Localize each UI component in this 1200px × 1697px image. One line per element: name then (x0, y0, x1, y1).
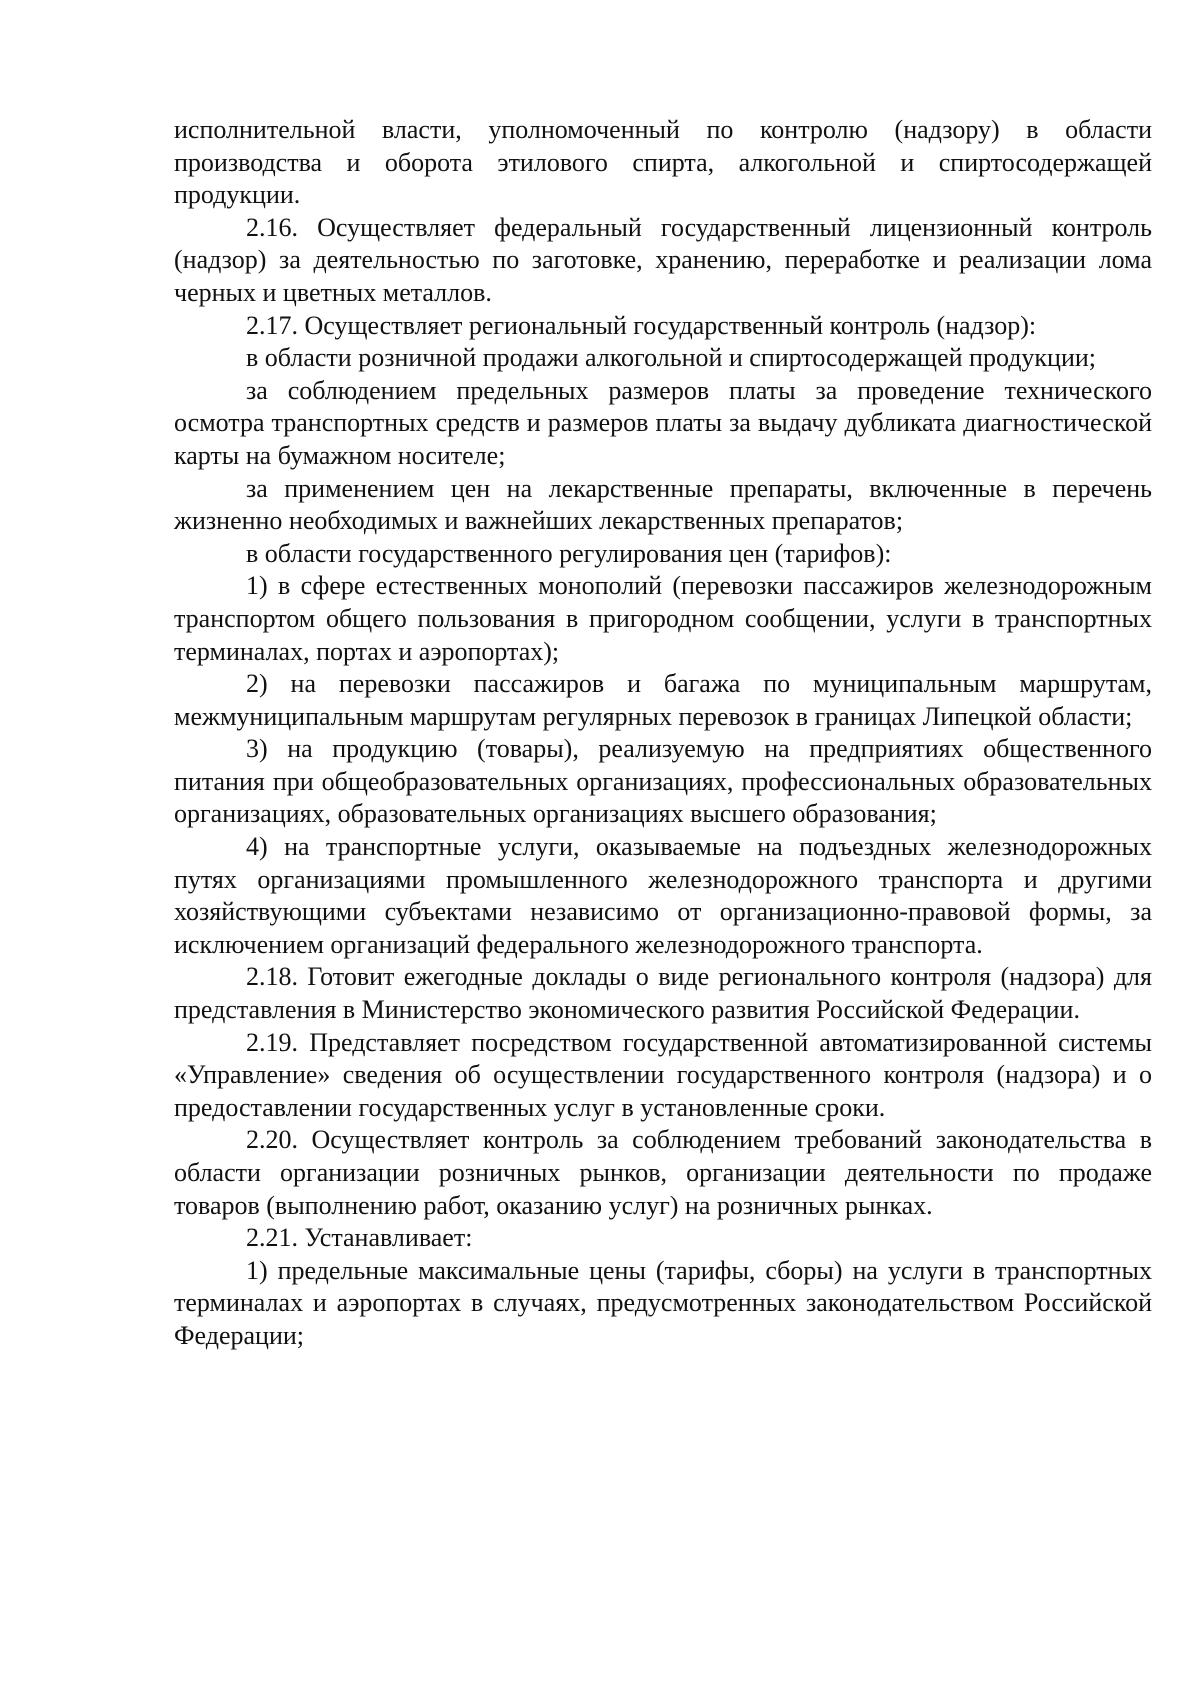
paragraph-item-3-catering: 3) на продукцию (товары), реализуемую на предприятиях общественного питания при общеобразовательных организациях, профессиональных образовательных организациях, образовательных организациях высшего образования; (174, 734, 1152, 829)
paragraph-2-16: 2.16. Осуществляет федеральный государственный лицензионный контроль (надзор) за деятельностью по заготовке, хранению, переработке и реализации лома черных и цветных металлов. (174, 212, 1152, 307)
paragraph-2-20: 2.20. Осуществляет контроль за соблюдением требований законодательства в области организации розничных рынков, организации деятельности по продаже товаров (выполнению работ, оказанию услуг) на розничных рынках. (174, 1125, 1152, 1220)
paragraph-tech-inspection-fees: за соблюдением предельных размеров платы за проведение технического осмотра транспортных средств и размеров платы за выдачу дубликата диагностической карты на бумажном носителе; (174, 375, 1152, 470)
paragraph-2-18: 2.18. Готовит ежегодные доклады о виде регионального контроля (надзора) для представления в Министерство экономического развития Российской Федерации. (174, 962, 1152, 1025)
paragraph-drug-prices: за применением цен на лекарственные препараты, включенные в перечень жизненно необходимых и важнейших лекарственных препаратов; (174, 473, 1152, 536)
paragraph-alcohol-retail: в области розничной продажи алкогольной и спиртосодержащей продукции; (246, 343, 1097, 373)
paragraph-item-4-railway: 4) на транспортные услуги, оказываемые на подъездных железнодорожных путях организациями промышленного железнодорожного транспорта и другими хозяйствующими субъектами независимо от организационно-правовой формы, за исключением организаций федерального железнодорожного транспорта. (174, 832, 1152, 959)
paragraph-2-17: 2.17. Осуществляет региональный государственный контроль (надзор): (246, 310, 1037, 340)
paragraph-2-21: 2.21. Устанавливает: (246, 1223, 473, 1253)
document-body (174, 114, 1152, 1353)
paragraph-item-1-monopolies: 1) в сфере естественных монополий (перевозки пассажиров железнодорожным транспортом общего пользования в пригородном сообщении, услуги в транспортных терминалах, портах и аэропортах); (174, 571, 1152, 666)
paragraph-2-21-item-1: 1) предельные максимальные цены (тарифы, сборы) на услуги в транспортных терминалах и аэропортах в случаях, предусмотренных законодательством Российской Федерации; (174, 1255, 1152, 1350)
paragraph-continuation: исполнительной власти, уполномоченный по контролю (надзору) в области производства и оборота этилового спирта, алкогольной и спиртосодержащей продукции. (174, 115, 1152, 210)
paragraph-tariff-regulation: в области государственного регулирования цен (тарифов): (246, 538, 892, 568)
paragraph-2-19: 2.19. Представляет посредством государственной автоматизированной системы «Управление» сведения об осуществлении государственного контроля (надзора) и о предоставлении государственных услуг в установленные сроки. (174, 1027, 1152, 1122)
paragraph-item-2-transport: 2) на перевозки пассажиров и багажа по муниципальным маршрутам, межмуниципальным маршрутам регулярных перевозок в границах Липецкой области; (174, 669, 1152, 731)
